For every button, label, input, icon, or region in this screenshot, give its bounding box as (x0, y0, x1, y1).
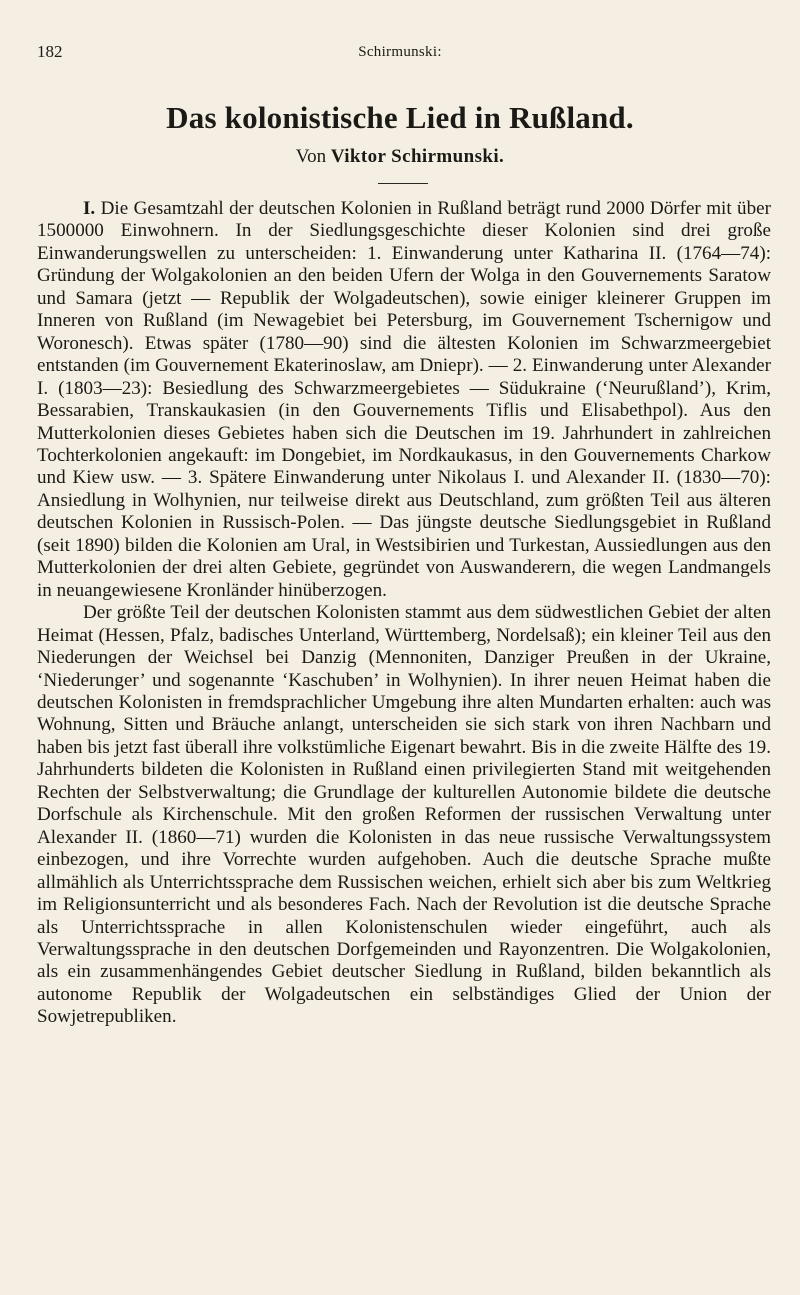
paragraph-1 (37, 198, 771, 602)
title-divider (378, 183, 428, 184)
byline-prefix: Von (295, 146, 327, 167)
article-body (37, 198, 771, 1029)
author-name: Viktor Schirmunski. (330, 146, 505, 167)
paragraph-1-text: Die Gesamtzahl der deutschen Kolonien in Rußland beträgt rund 2000 Dörfer mit über 1500000 Einwohnern. In der Siedlungsgeschichte dieser Kolonien sind drei große Einwanderungswellen zu unterscheiden: 1. Einwanderung unter Katharina II. (1764—74): Gründung der Wolgakolonien an den beiden Ufern der Wolga in den Gouvernements Saratow und Samara (jetzt — Republik der Wolgadeutschen), sowie einiger kleinerer Gruppen im Inneren von Rußland (im Newagebiet bei Petersburg, im Gouvernement Tschernigow und Woronesch). Etwas später (1780—90) sind die ältesten Kolonien im Schwarzmeergebiet entstanden (im Gouvernement Ekaterinoslaw, am Dniepr). — 2. Einwanderung unter Alexander I. (1803—23): Besiedlung des Schwarzmeergebietes — Südukraine (‘Neurußland’), Krim, Bessarabien, Transkaukasien (in den Gouvernements Tiflis und Elisabethpol). Aus den Mutterkolonien dieses Gebietes haben sich die Deutschen im 19. Jahrhundert in zahlreichen Tochterkolonien angekauft: im Dongebiet, im Nordkaukasus, in den Gouvernements Charkow und Kiew usw. — 3. Spätere Einwanderung unter Nikolaus I. und Alexander II. (1830—70): Ansiedlung in Wolhynien, nur teilweise direkt aus Deutschland, zum größten Teil aus älteren deutschen Kolonien in Russisch-Polen. — Das jüngste deutsche Siedlungsgebiet in Rußland (seit 1890) bilden die Kolonien am Ural, in Westsibirien und Turkestan, Aussiedlungen aus den Mutterkolonien der drei alten Gebiete, gegründet von Auswanderern, die wegen Landmangels in neuangewiesene Kronländer hinüberzogen. (37, 198, 771, 601)
byline (0, 144, 800, 170)
running-title: Schirmunski: (358, 44, 442, 60)
page-number: 182 (37, 42, 63, 61)
running-head (37, 40, 763, 64)
paragraph-2: Der größte Teil der deutschen Kolonisten stammt aus dem südwestlichen Gebiet der alten Heimat (Hessen, Pfalz, badisches Unterland, Württemberg, Nordelsaß); ein kleiner Teil aus den Niederungen der Weichsel bei Danzig (Mennoniten, Danziger Preußen in der Ukraine, ‘Niederunger’ und sogenannte ‘Kaschuben’ in Wolhynien). In ihrer neuen Heimat haben die deutschen Kolonisten in fremdsprachlicher Umgebung ihre alten Mundarten erhalten: auch was Wohnung, Sitten und Bräuche anlangt, unterscheiden sie sich stark von ihren Nachbarn und haben bis jetzt fast überall ihre volkstümliche Eigenart bewahrt. Bis in die zweite Hälfte des 19. Jahrhunderts bildeten die Kolonisten in Rußland einen privilegierten Stand mit weitgehenden Rechten der Selbstverwaltung; die Grundlage der kulturellen Autonomie bildete die deutsche Dorfschule als Kirchenschule. Mit den großen Reformen der russischen Verwaltung unter Alexander II. (1860—71) wurden die Kolonisten in das neue russische Verwaltungssystem einbezogen, und ihre Vorrechte wurden aufgehoben. Auch die deutsche Sprache mußte allmählich als Unterrichtssprache dem Russischen weichen, erhielt sich aber bis zum Weltkrieg im Religionsunterricht und als besonderes Fach. Nach der Revolution ist die deutsche Sprache als Unterrichtssprache in allen Kolonistenschulen wieder eingeführt, auch als Verwaltungssprache in den deutschen Dorfgemeinden und Rayonzentren. Die Wolgakolonien, als ein zusammenhängendes Gebiet deutscher Siedlung in Rußland, bilden bekanntlich als autonome Republik der Wolgadeutschen ein selbständiges Glied der Union der Sowjetrepubliken. (37, 602, 771, 1028)
article-title: Das kolonistische Lied in Rußland. (166, 100, 634, 135)
section-number: I. (83, 198, 96, 219)
